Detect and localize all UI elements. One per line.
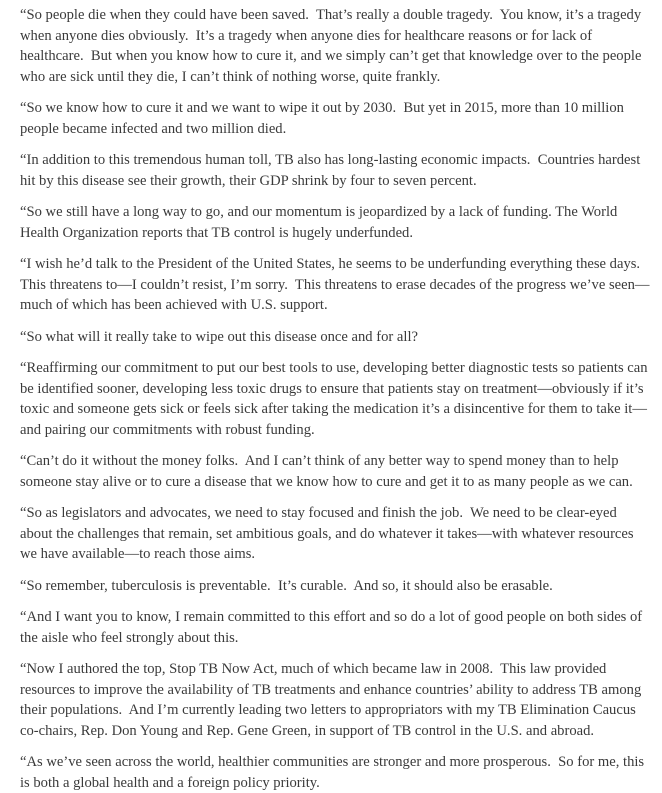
paragraph-4: “So we still have a long way to go, and our momentum is jeopardized by a lack of funding. The World Health Organization reports that TB control is hugely underfunded. (20, 204, 621, 241)
paragraph-13: “As we’ve seen across the world, healthier communities are stronger and more prosperous. So for me, this is both a global health and a foreign policy priority. (20, 754, 648, 791)
paragraph-7: “Reaffirming our commitment to put our best tools to use, developing better diagnostic tests so patients can be identified sooner, developing less toxic drugs to ensure that patients stay on treatment—obviously if it’s toxic and someone gets sick or feels sick after taking the medication it’s a disincentive for them to take it—and pairing our commitments with robust funding. (20, 360, 652, 438)
paragraph-3: “In addition to this tremendous human toll, TB also has long-lasting economic impacts. Countries hardest hit by this disease see their growth, their GDP shrink by four to seven percent. (20, 152, 644, 189)
paragraph-1: “So people die when they could have been saved. That’s really a double tragedy. You know, it’s a tragedy when anyone dies obviously. It’s a tragedy when anyone dies for healthcare reasons or for lack of healthcare. But when you know how to cure it, and we simply can’t get that knowledge over to the people who are sick until they die, I can’t think of nothing worse, quite frankly. (20, 7, 646, 85)
paragraph-9: “So as legislators and advocates, we need to stay focused and finish the job. We need to be clear-eyed about the challenges that remain, set ambitious goals, and do whatever it takes—with whatever resources we have available—to reach those aims. (20, 505, 638, 562)
paragraph-10: “So remember, tuberculosis is preventable. It’s curable. And so, it should also be erasable. (20, 577, 553, 594)
paragraph-8: “Can’t do it without the money folks. And I can’t think of any better way to spend money than to help someone stay alive or to cure a disease that we know how to cure and get it to as many people as we can. (20, 453, 633, 490)
paragraph-11: “And I want you to know, I remain committed to this effort and so do a lot of good people on both sides of the aisle who feel strongly about this. (20, 609, 646, 646)
paragraph-2: “So we know how to cure it and we want to wipe it out by 2030. But yet in 2015, more than 10 million people became infected and two million died. (20, 100, 628, 137)
paragraph-12: “Now I authored the top, Stop TB Now Act, much of which became law in 2008. This law provided resources to improve the availability of TB treatments and enhance countries’ ability to address TB among their populations. And I’m currently leading two letters to appropriators with my TB Elimination Caucus co-chairs, Rep. Don Young and Rep. Gene Green, in support of TB control in the U.S. and abroad. (20, 661, 645, 739)
paragraph-5: “I wish he’d talk to the President of the United States, he seems to be underfunding everything these days. This threatens to—I couldn’t resist, I’m sorry. This threatens to erase decades of the progress we’ve seen—much of which has been achieved with U.S. support. (20, 256, 650, 313)
paragraph-6: “So what will it really take to wipe out this disease once and for all? (20, 328, 418, 345)
